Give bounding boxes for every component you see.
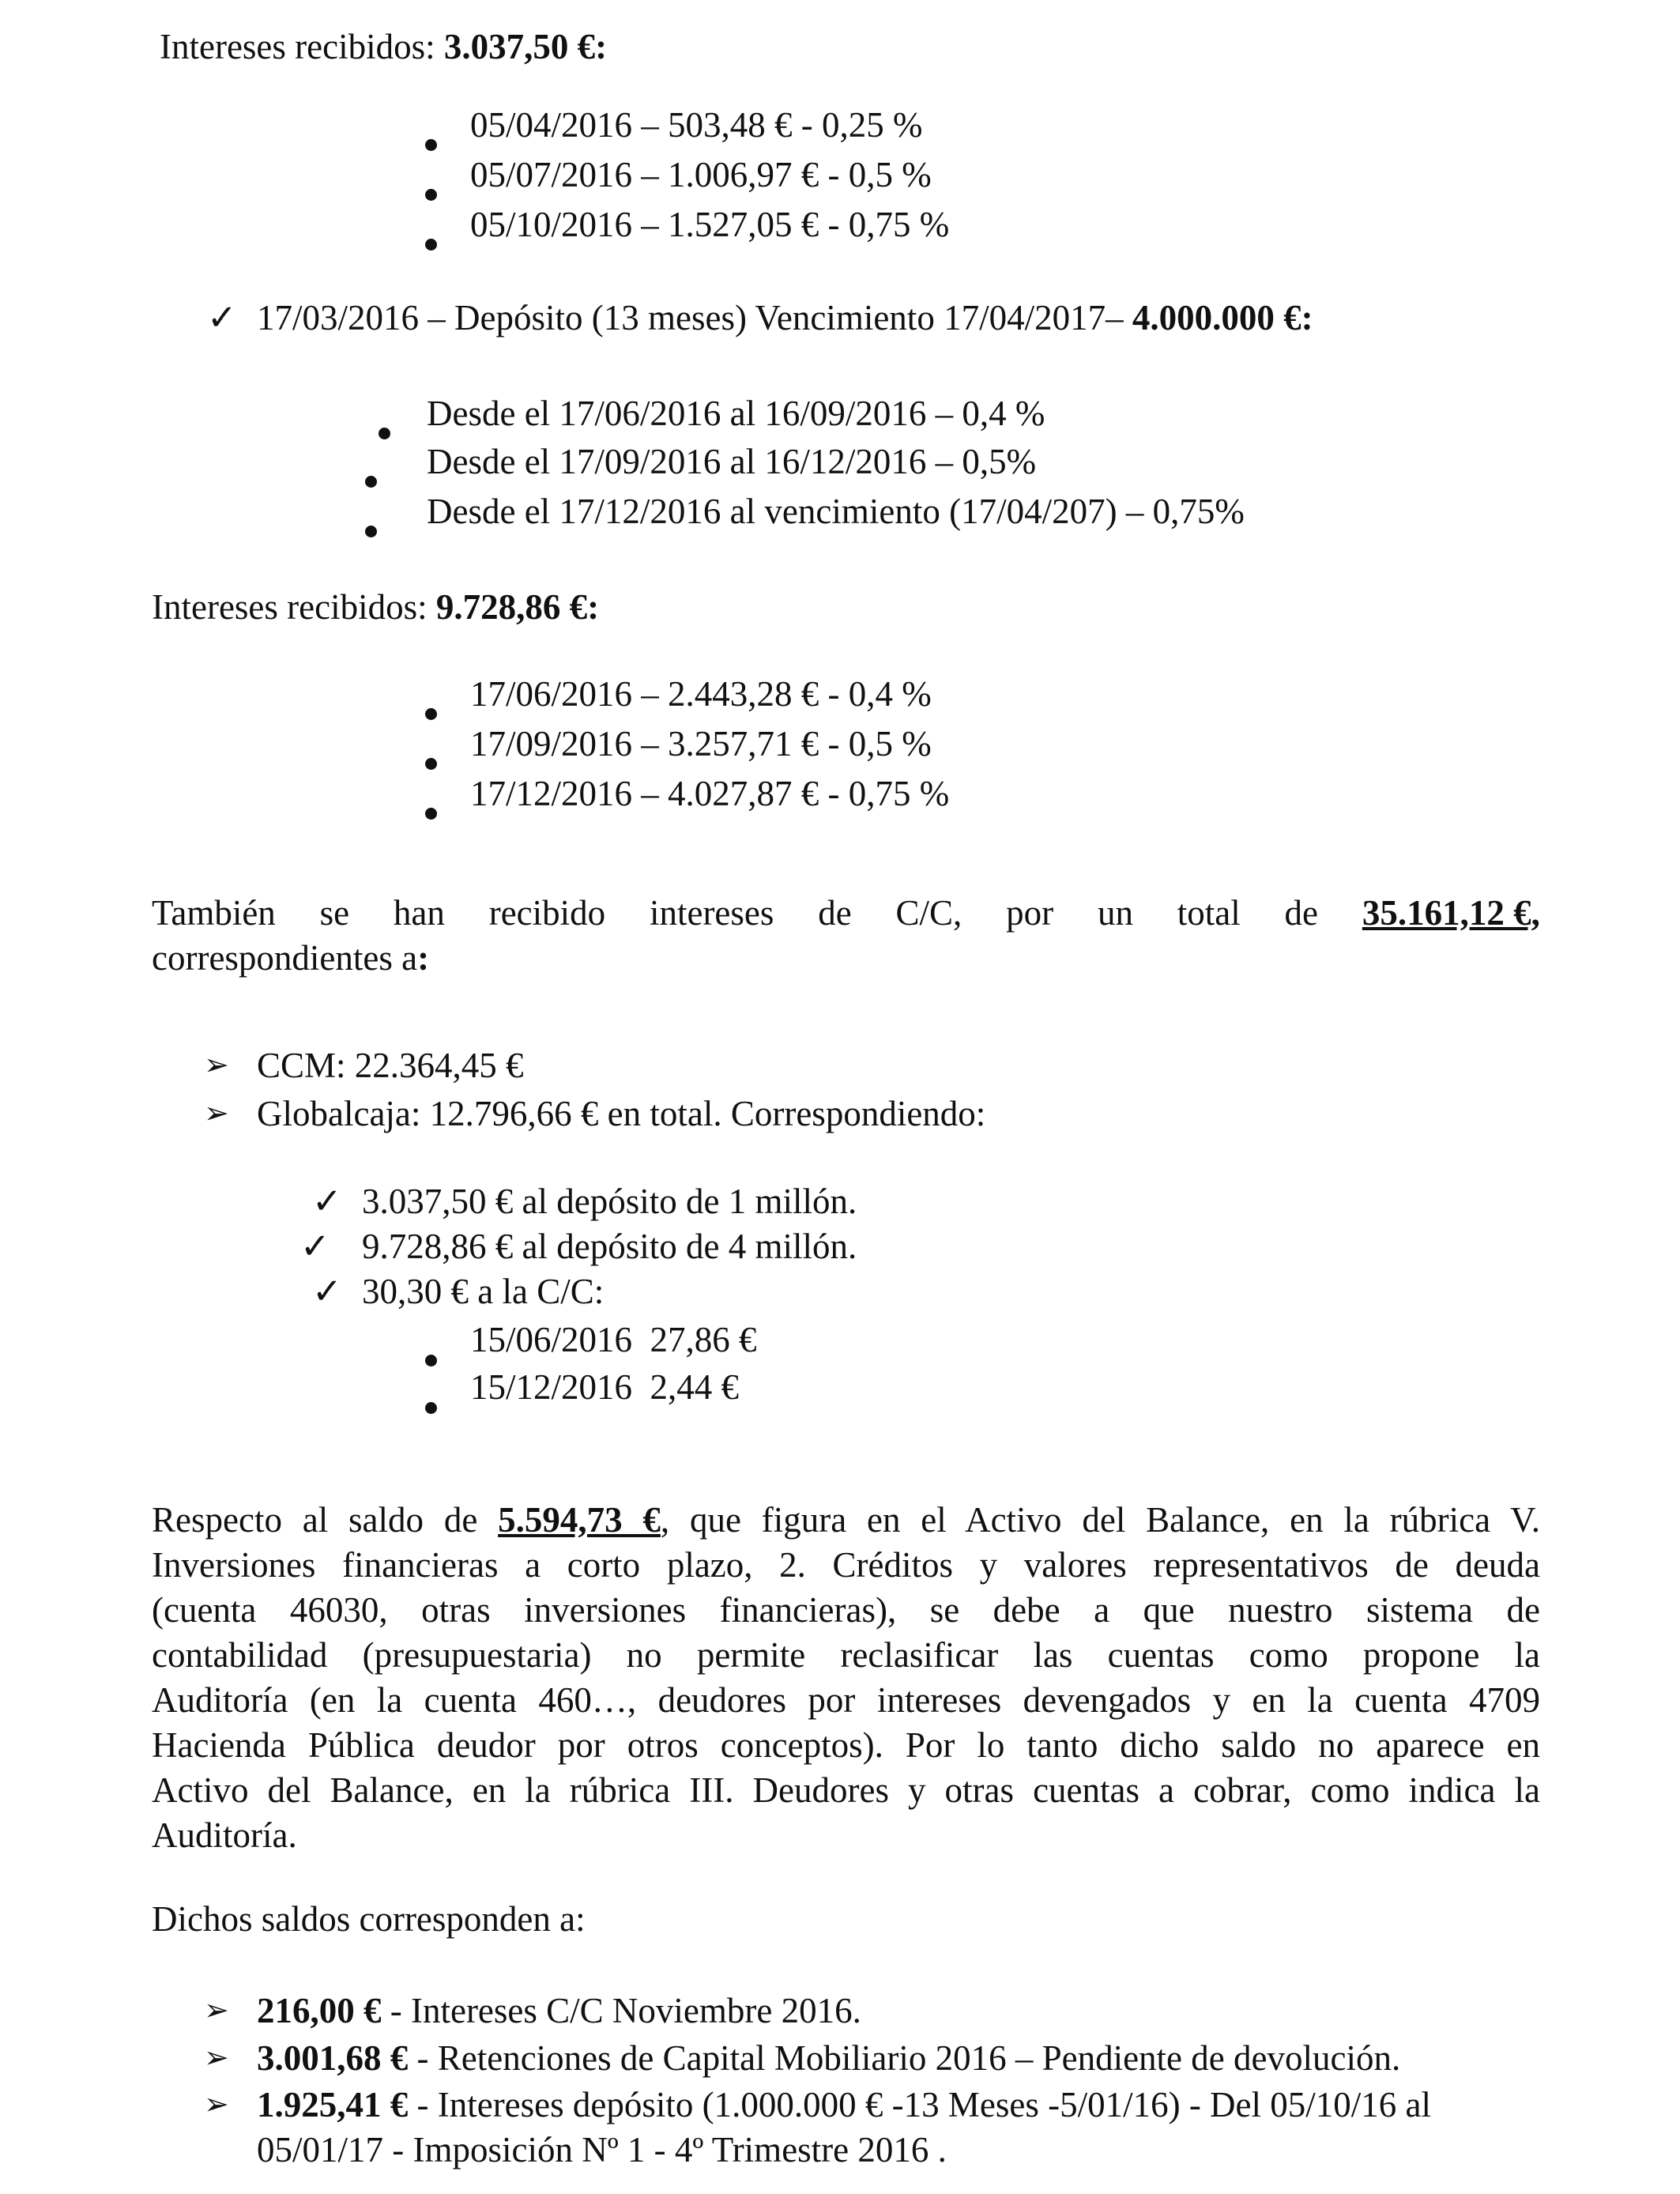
deposit-amount: 4.000.000 €: bbox=[1132, 298, 1313, 337]
word: C/C, bbox=[895, 893, 962, 933]
text: correspondientes a bbox=[152, 938, 418, 978]
period-item: Desde el 17/12/2016 al vencimiento (17/04/207) – 0,75% bbox=[427, 492, 1245, 531]
saldo-paragraph bbox=[152, 1498, 1540, 1858]
word: recibido bbox=[488, 893, 606, 933]
paragraph-line: Hacienda Pública deudor por otros conceptos). Por lo tanto dicho saldo no aparece en bbox=[152, 1725, 1540, 1765]
bullet-icon bbox=[425, 172, 437, 207]
deposit-heading bbox=[257, 300, 1313, 336]
word: se bbox=[319, 893, 350, 933]
arrow-bullet-icon: ➢ bbox=[204, 2040, 229, 2075]
cc-date-item: 15/12/2016 2,44 € bbox=[470, 1367, 740, 1407]
word: han bbox=[393, 893, 445, 933]
saldo-item bbox=[257, 2087, 1431, 2123]
word: intereses bbox=[649, 893, 774, 933]
bullet-icon bbox=[365, 458, 377, 494]
deposit-text: 17/03/2016 – Depósito (13 meses) Vencimiento 17/04/2017– bbox=[257, 298, 1132, 337]
list-item: 17/09/2016 – 3.257,71 € - 0,5 % bbox=[470, 724, 932, 763]
interest-amount: 3.037,50 €: bbox=[443, 27, 608, 66]
list-item: 05/04/2016 – 503,48 € - 0,25 % bbox=[470, 105, 923, 145]
paragraph-line: Auditoría. bbox=[152, 1815, 297, 1855]
list-item: 17/12/2016 – 4.027,87 € - 0,75 % bbox=[470, 774, 950, 813]
text: , que figura en el Activo del Balance, en la rúbrica V. bbox=[660, 1500, 1541, 1540]
bullet-icon bbox=[425, 741, 437, 776]
cc-total-amount: 35.161,12 €, bbox=[1362, 893, 1540, 933]
list-item: 17/06/2016 – 2.443,28 € - 0,4 % bbox=[470, 674, 932, 714]
check-icon: ✓ bbox=[312, 1182, 342, 1221]
bullet-icon bbox=[425, 1385, 437, 1420]
saldo-item-text: - Intereses depósito (1.000.000 € -13 Meses -5/01/16) - Del 05/10/16 al bbox=[408, 2085, 1432, 2124]
arrow-bullet-icon: ➢ bbox=[204, 1047, 229, 1082]
arrow-bullet-icon: ➢ bbox=[204, 2087, 229, 2121]
period-item: Desde el 17/06/2016 al 16/09/2016 – 0,4 % bbox=[427, 394, 1045, 433]
paragraph-line: Activo del Balance, en la rúbrica III. Deudores y otras cuentas a cobrar, como indica la bbox=[152, 1770, 1540, 1810]
word: por bbox=[1006, 893, 1054, 933]
word: de bbox=[818, 893, 852, 933]
arrow-bullet-icon: ➢ bbox=[204, 1095, 229, 1130]
cc-paragraph-line-1 bbox=[152, 895, 1540, 931]
ccm-item: CCM: 22.364,45 € bbox=[257, 1046, 524, 1085]
period-item: Desde el 17/09/2016 al 16/12/2016 – 0,5% bbox=[427, 442, 1037, 481]
word: de bbox=[1284, 893, 1319, 933]
saldo-item bbox=[257, 2038, 1401, 2078]
paragraph-line bbox=[152, 1498, 1540, 1543]
bullet-icon bbox=[379, 410, 390, 446]
bullet-icon bbox=[425, 790, 437, 826]
interest-received-line-1 bbox=[160, 29, 607, 65]
saldo-item-amount: 3.001,68 € bbox=[257, 2038, 409, 2078]
paragraph-line: Auditoría (en la cuenta 460…, deudores por intereses devengados y en la cuenta 4709 bbox=[152, 1680, 1540, 1720]
paragraph-line: (cuenta 46030, otras inversiones financieras), se debe a que nuestro sistema de bbox=[152, 1590, 1540, 1630]
paragraph-line: Inversiones financieras a corto plazo, 2. Créditos y valores representativos de deuda bbox=[152, 1545, 1540, 1585]
cc-date-item: 15/06/2016 27,86 € bbox=[470, 1320, 757, 1359]
paragraph-line: contabilidad (presupuestaria) no permite reclasificar las cuentas como propone la bbox=[152, 1635, 1540, 1675]
saldo-item-amount: 1.925,41 € bbox=[257, 2085, 409, 2124]
check-item: 3.037,50 € al depósito de 1 millón. bbox=[362, 1182, 857, 1221]
saldo-amount: 5.594,73 € bbox=[498, 1500, 661, 1540]
globalcaja-item: Globalcaja: 12.796,66 € en total. Correspondiendo: bbox=[257, 1094, 986, 1133]
bullet-icon bbox=[365, 508, 377, 544]
word: un bbox=[1097, 893, 1133, 933]
bullet-icon bbox=[425, 122, 437, 157]
saldo-item-text: - Intereses C/C Noviembre 2016. bbox=[381, 1991, 861, 2030]
arrow-bullet-icon: ➢ bbox=[204, 1992, 229, 2027]
word: total bbox=[1177, 893, 1241, 933]
check-item: 9.728,86 € al depósito de 4 millón. bbox=[362, 1227, 857, 1266]
colon: : bbox=[417, 938, 430, 978]
saldo-item-text: - Retenciones de Capital Mobiliario 2016 – Pendiente de devolución. bbox=[408, 2038, 1401, 2078]
check-icon: ✓ bbox=[312, 1272, 342, 1311]
check-item: 30,30 € a la C/C: bbox=[362, 1272, 605, 1311]
check-icon: ✓ bbox=[300, 1227, 330, 1266]
saldos-intro: Dichos saldos corresponden a: bbox=[152, 1899, 586, 1939]
saldo-item-amount: 216,00 € bbox=[257, 1991, 382, 2030]
saldo-item-continuation: 05/01/17 - Imposición Nº 1 - 4º Trimestre 2016 . bbox=[257, 2130, 947, 2169]
interest-received-line-2 bbox=[152, 587, 600, 627]
bullet-icon bbox=[425, 221, 437, 257]
word: También bbox=[152, 893, 276, 933]
text: Respecto al saldo de bbox=[152, 1500, 499, 1540]
bullet-icon bbox=[425, 691, 437, 726]
cc-paragraph-line-2 bbox=[152, 938, 430, 978]
list-item: 05/10/2016 – 1.527,05 € - 0,75 % bbox=[470, 205, 950, 244]
saldo-item bbox=[257, 1993, 861, 2029]
bullet-icon bbox=[425, 1337, 437, 1373]
interest-label: Intereses recibidos: bbox=[152, 587, 436, 627]
interest-amount: 9.728,86 €: bbox=[435, 587, 600, 627]
check-icon: ✓ bbox=[207, 298, 237, 337]
list-item: 05/07/2016 – 1.006,97 € - 0,5 % bbox=[470, 155, 932, 194]
interest-label: Intereses recibidos: bbox=[160, 27, 444, 66]
